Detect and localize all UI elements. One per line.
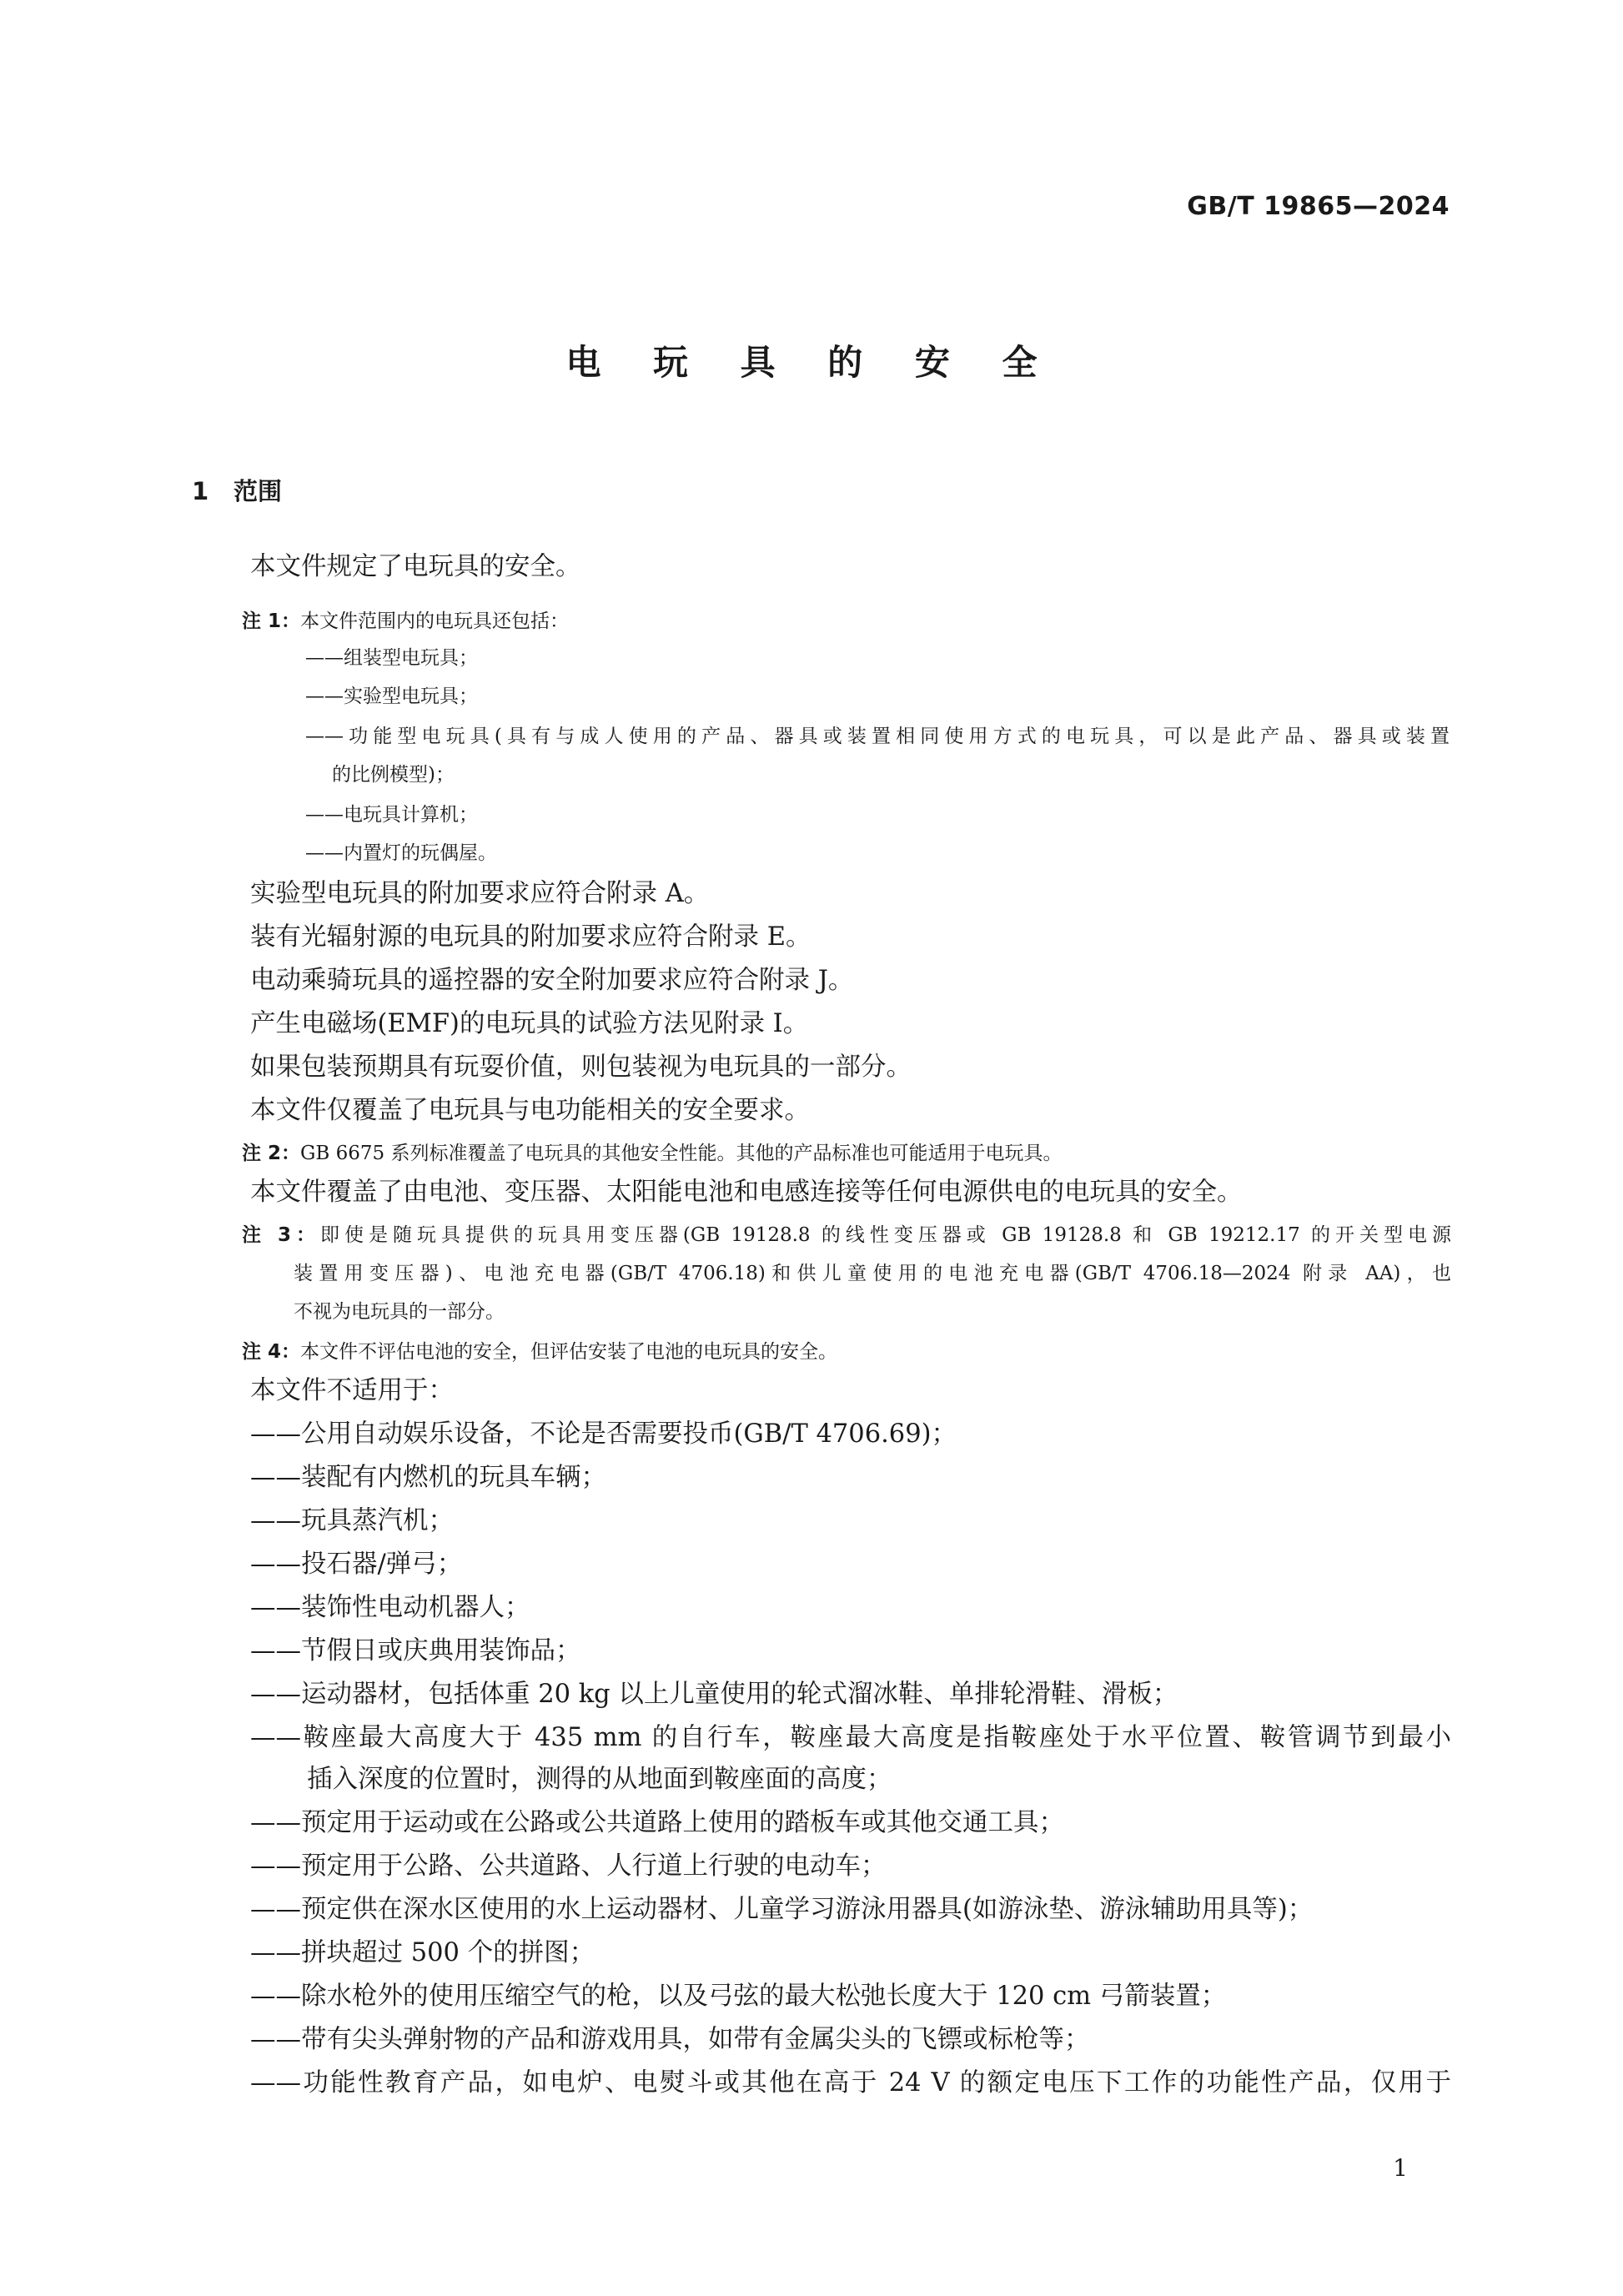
note-label: 注 3： (242, 1224, 320, 1246)
exclusion-item: ——预定用于公路、公共道路、人行道上行驶的电动车； (250, 1851, 887, 1881)
exclusion-item: ——装饰性电动机器人； (250, 1593, 530, 1622)
exclusion-item: ——节假日或庆典用装饰品； (250, 1636, 581, 1665)
note-3-continuation: 不视为电玩具的一部分。 (294, 1301, 505, 1323)
page-number: 1 (1393, 2154, 1408, 2182)
paragraph: 如果包装预期具有玩耍价值，则包装视为电玩具的一部分。 (250, 1053, 912, 1082)
paragraph: 本文件规定了电玩具的安全。 (250, 552, 581, 581)
paragraph: 本文件仅覆盖了电玩具与电功能相关的安全要求。 (250, 1096, 810, 1125)
note-list-item: ——电玩具计算机； (305, 804, 478, 826)
paragraph: 本文件不适用于： (250, 1376, 454, 1405)
note-list-item-continuation: 的比例模型)； (332, 764, 455, 786)
note-label: 注 4： (242, 1341, 301, 1363)
note-text: 即使是随玩具提供的玩具用变压器(GB 19128.8 的线性变压器或 GB 19128.8 和 GB 19212.17 的开关型电源 (319, 1224, 1451, 1246)
note-list-item: ——内置灯的玩偶屋。 (305, 842, 497, 864)
exclusion-item: ——带有尖头弹射物的产品和游戏用具，如带有金属尖头的飞镖或标枪等； (250, 2025, 1090, 2054)
exclusion-item: ——鞍座最大高度大于 435 mm 的自行车，鞍座最大高度是指鞍座处于水平位置、鞍管调节到最小 (250, 1723, 1451, 1752)
note-text: 本文件不评估电池的安全，但评估安装了电池的电玩具的安全。 (300, 1341, 838, 1363)
paragraph: 产生电磁场(EMF)的电玩具的试验方法见附录 I。 (250, 1009, 809, 1038)
note-list-item: ——组装型电玩具； (305, 647, 478, 669)
note-list-item: ——功能型电玩具(具有与成人使用的产品、器具或装置相同使用方式的电玩具，可以是此产品、器具或装置 (305, 726, 1450, 747)
note-list-item: ——实验型电玩具； (305, 686, 478, 707)
exclusion-item: ——预定用于运动或在公路或公共道路上使用的踏板车或其他交通工具； (250, 1808, 1064, 1837)
note-label: 注 1： (242, 610, 301, 632)
document-code: GB/T 19865—2024 (1187, 192, 1450, 221)
exclusion-item: ——投石器/弹弓； (250, 1550, 463, 1579)
exclusion-item: ——公用自动娱乐设备，不论是否需要投币(GB/T 4706.69)； (250, 1419, 957, 1449)
document-title: 电 玩 具 的 安 全 (565, 342, 1058, 383)
note-text: 本文件范围内的电玩具还包括： (300, 610, 570, 632)
section-heading (192, 473, 282, 507)
note-3-continuation: 装置用变压器)、电池充电器(GB/T 4706.18)和供儿童使用的电池充电器(GB/T 4706.18—2024 附录 AA)，也 (294, 1263, 1451, 1284)
section-title: 范围 (234, 477, 283, 505)
note-text: GB 6675 系列标准覆盖了电玩具的其他安全性能。其他的产品标准也可能适用于电玩具。 (300, 1143, 1063, 1164)
note-3 (242, 1221, 1451, 1249)
note-2 (242, 1139, 1451, 1168)
exclusion-item: ——功能性教育产品，如电炉、电熨斗或其他在高于 24 V 的额定电压下工作的功能性产品，仅用于 (250, 2068, 1451, 2098)
note-1 (242, 607, 1451, 636)
exclusion-item: ——装配有内燃机的玩具车辆； (250, 1463, 606, 1492)
exclusion-item: ——拼块超过 500 个的拼图； (250, 1938, 595, 1967)
exclusion-item-continuation: 插入深度的位置时，测得的从地面到鞍座面的高度； (307, 1765, 892, 1794)
paragraph: 实验型电玩具的附加要求应符合附录 A。 (250, 879, 710, 908)
note-4 (242, 1338, 1451, 1366)
paragraph: 装有光辐射源的电玩具的附加要求应符合附录 E。 (250, 922, 812, 952)
exclusion-item: ——玩具蒸汽机； (250, 1506, 454, 1535)
exclusion-item: ——预定供在深水区使用的水上运动器材、儿童学习游泳用器具(如游泳垫、游泳辅助用具等)； (250, 1895, 1314, 1924)
paragraph: 电动乘骑玩具的遥控器的安全附加要求应符合附录 J。 (250, 966, 854, 995)
section-number: 1 (192, 477, 209, 505)
exclusion-item: ——运动器材，包括体重 20 kg 以上儿童使用的轮式溜冰鞋、单排轮滑鞋、滑板； (250, 1680, 1178, 1709)
note-label: 注 2： (242, 1143, 301, 1164)
exclusion-item: ——除水枪外的使用压缩空气的枪，以及弓弦的最大松弛长度大于 120 cm 弓箭装置； (250, 1982, 1227, 2011)
paragraph: 本文件覆盖了由电池、变压器、太阳能电池和电感连接等任何电源供电的电玩具的安全。 (250, 1178, 1243, 1207)
